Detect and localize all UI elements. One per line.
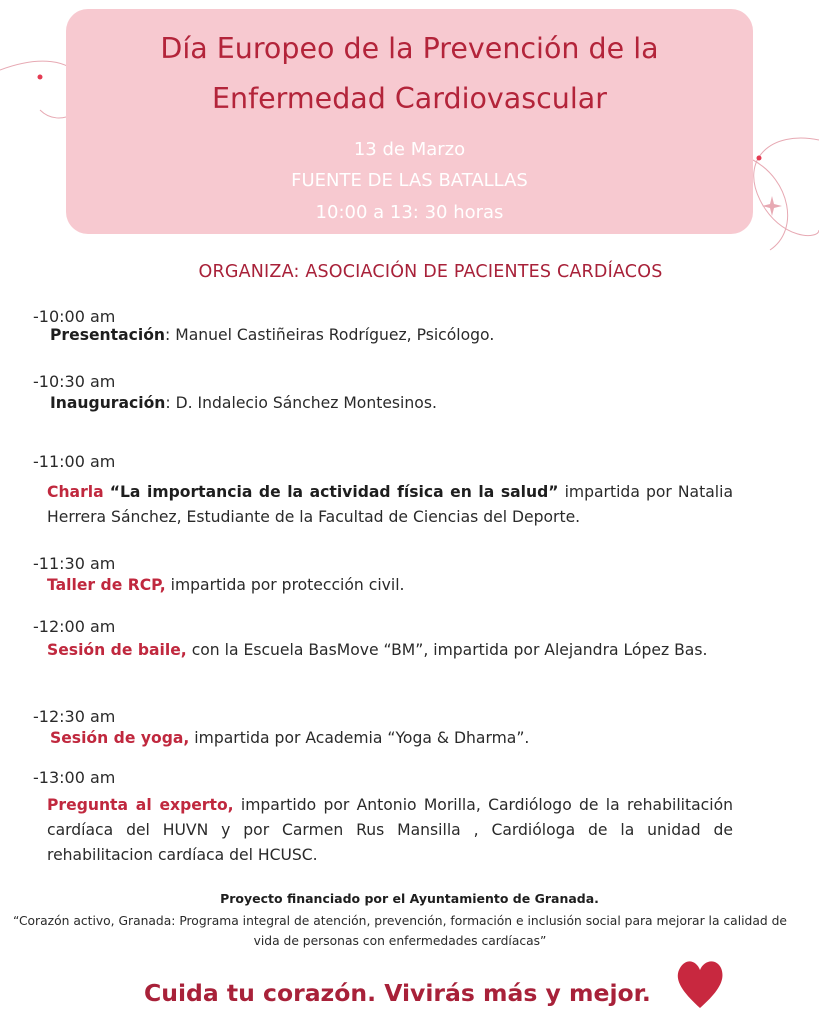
dot-icon-5 — [757, 156, 762, 161]
funding-title: Proyecto financiado por el Ayuntamiento de Granada. — [220, 891, 599, 906]
item-title: Taller de RCP, — [47, 576, 166, 594]
item-quote: “La importancia de la actividad física en la salud” — [109, 483, 559, 501]
event-date: 13 de Marzo — [353, 139, 466, 160]
item-inauguracion — [50, 394, 437, 412]
dot-icon — [38, 75, 43, 80]
title-line-1: Día Europeo de la Prevención de la — [160, 32, 659, 65]
event-hours: 10:00 a 13: 30 horas — [315, 202, 504, 223]
time-1100: -11:00 am — [33, 452, 116, 471]
item-text: impartido por Antonio Morilla, Cardiólogo de la rehabilitación cardíaca del HUVN y por Carmen Rus Mansilla , Cardióloga de la unidad de rehabilitacion cardíaca del HCUSC. — [47, 796, 733, 864]
time-1000: -10:00 am — [33, 307, 116, 326]
item-title: Sesión de baile, — [47, 641, 187, 659]
item-title: Sesión de yoga, — [50, 729, 190, 747]
item-baile — [47, 638, 733, 663]
item-text: impartida por protección civil. — [165, 576, 405, 594]
item-title: Pregunta al experto, — [47, 796, 234, 814]
item-charla — [47, 480, 733, 530]
item-experto — [47, 793, 733, 868]
sparkle-icon-2 — [762, 196, 782, 216]
time-1130: -11:30 am — [33, 554, 116, 573]
item-text: : D. Indalecio Sánchez Montesinos. — [165, 394, 437, 412]
event-title — [66, 24, 753, 124]
item-text: impartida por Academia “Yoga & Dharma”. — [189, 729, 530, 747]
item-presentacion — [50, 326, 494, 344]
item-yoga — [50, 729, 529, 747]
title-line-2: Enfermedad Cardiovascular — [212, 82, 607, 115]
time-1300: -13:00 am — [33, 768, 116, 787]
time-1230: -12:30 am — [33, 707, 116, 726]
heart-icon-large — [676, 958, 724, 1010]
event-location: FUENTE DE LAS BATALLAS — [291, 170, 528, 191]
funding-text: “Corazón activo, Granada: Programa integral de atención, prevención, formación e inclusión social para mejorar la calidad de vida de personas con enfermedades cardíacas” — [13, 914, 787, 948]
item-text: : Manuel Castiñeiras Rodríguez, Psicólogo. — [165, 326, 495, 344]
item-title: Charla — [47, 483, 104, 501]
item-text: impartida por Natalia Herrera Sánchez, Estudiante de la Facultad de Ciencias del Deporte. — [47, 483, 733, 526]
item-title: Presentación — [50, 326, 166, 344]
footer-slogan: Cuida tu corazón. Vivirás más y mejor. — [144, 979, 651, 1007]
organizer: ORGANIZA: ASOCIACIÓN DE PACIENTES CARDÍACOS — [198, 262, 663, 282]
swirl-right — [754, 138, 819, 235]
time-1200: -12:00 am — [33, 617, 116, 636]
item-text: con la Escuela BasMove “BM”, impartida por Alejandra López Bas. — [186, 641, 708, 659]
item-title: Inauguración — [50, 394, 166, 412]
swirl-right-2 — [753, 160, 788, 250]
item-taller-rcp — [47, 576, 405, 594]
time-1030: -10:30 am — [33, 372, 116, 391]
